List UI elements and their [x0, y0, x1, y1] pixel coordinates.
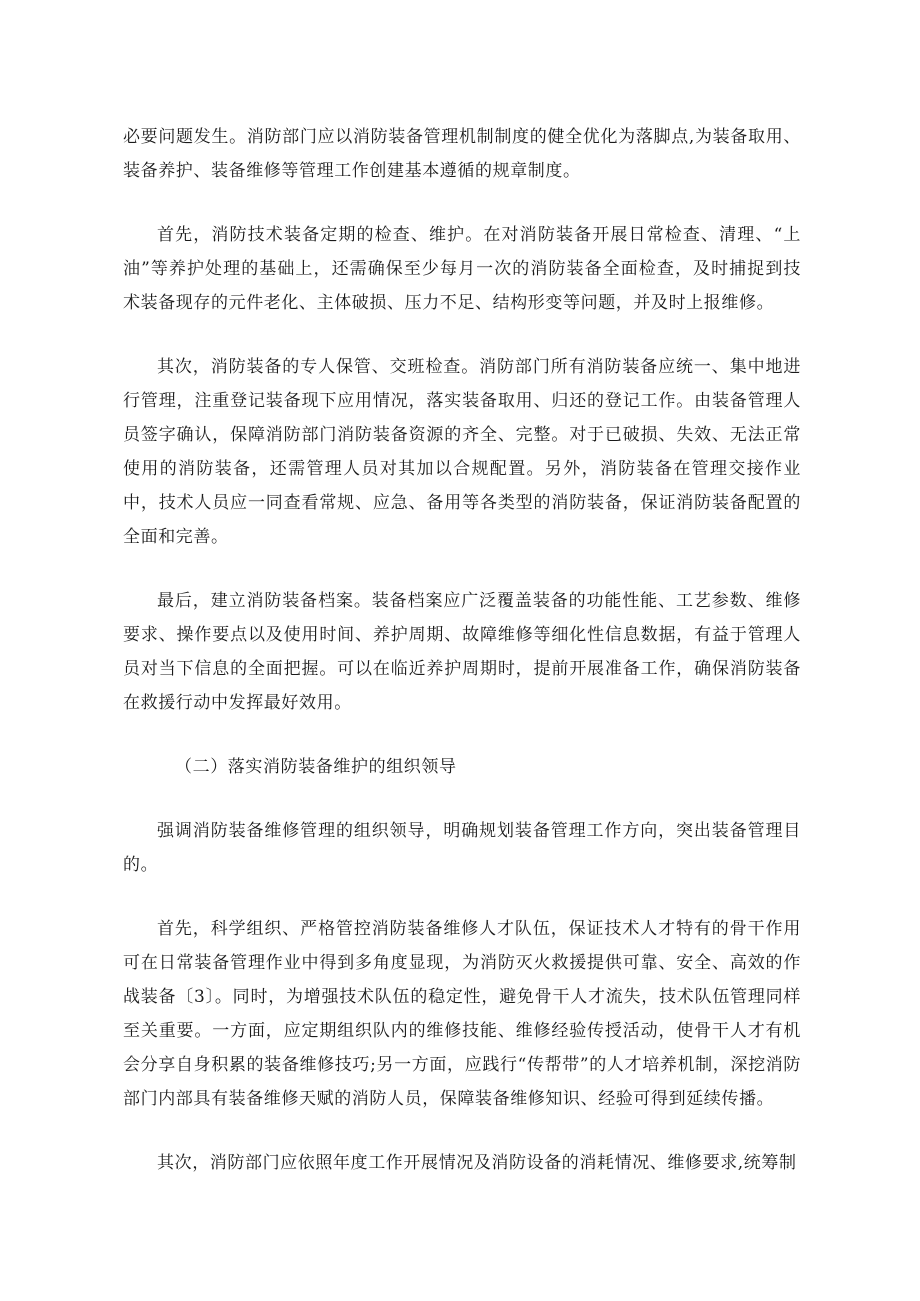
- paragraph-organization-intro: 强调消防装备维修管理的组织领导，明确规划装备管理工作方向，突出装备管理目的。: [123, 821, 801, 875]
- paragraph-regular-inspection: 首先，消防技术装备定期的检查、维护。在对消防装备开展日常检查、清理、“上油”等养护处理的基础上，还需确保至少每月一次的消防装备全面检查，及时捕捉到技术装备现存的元件老化、主体破损、压力不足、结构形变等问题，并及时上报维修。: [123, 225, 801, 313]
- paragraph-talent-team: 首先，科学组织、严格管控消防装备维修人才队伍，保证技术人才特有的骨干作用可在日常装备管理作业中得到多角度显现，为消防灭火救援提供可靠、安全、高效的作战装备〔3〕。同时，为增强技术队伍的稳定性，避免骨干人才流失，技术队伍管理同样至关重要。一方面，应定期组织队内的维修技能、维修经验传授活动，使骨干人才有机会分享自身积累的装备维修技巧;另一方面，应践行“传帮带”的人才培养机制，深挖消防部门内部具有装备维修天赋的消防人员，保障装备维修知识、经验可得到延续传播。: [123, 919, 801, 1109]
- document-page: [123, 120, 801, 1210]
- paragraph-custody-handover: 其次，消防装备的专人保管、交班检查。消防部门所有消防装备应统一、集中地进行管理，注重登记装备现下应用情况，落实装备取用、归还的登记工作。由装备管理人员签字确认，保障消防部门消防装备资源的齐全、完整。对于已破损、失效、无法正常使用的消防装备，还需管理人员对其加以合规配置。另外，消防装备在管理交接作业中，技术人员应一同查看常规、应急、备用等各类型的消防装备，保证消防装备配置的全面和完善。: [123, 357, 801, 547]
- section-heading: （二）落实消防装备维护的组织领导: [175, 757, 457, 777]
- paragraph-continuation: 必要问题发生。消防部门应以消防装备管理机制制度的健全优化为落脚点,为装备取用、装备养护、装备维修等管理工作创建基本遵循的规章制度。: [123, 127, 801, 181]
- paragraph-equipment-archive: 最后，建立消防装备档案。装备档案应广泛覆盖装备的功能性能、工艺参数、维修要求、操作要点以及使用时间、养护周期、故障维修等细化性信息数据，有益于管理人员对当下信息的全面把握。可以在临近养护周期时，提前开展准备工作，确保消防装备在救援行动中发挥最好效用。: [123, 591, 801, 713]
- paragraph-annual-planning: 其次，消防部门应依照年度工作开展情况及消防设备的消耗情况、维修要求,统筹制: [157, 1153, 797, 1173]
